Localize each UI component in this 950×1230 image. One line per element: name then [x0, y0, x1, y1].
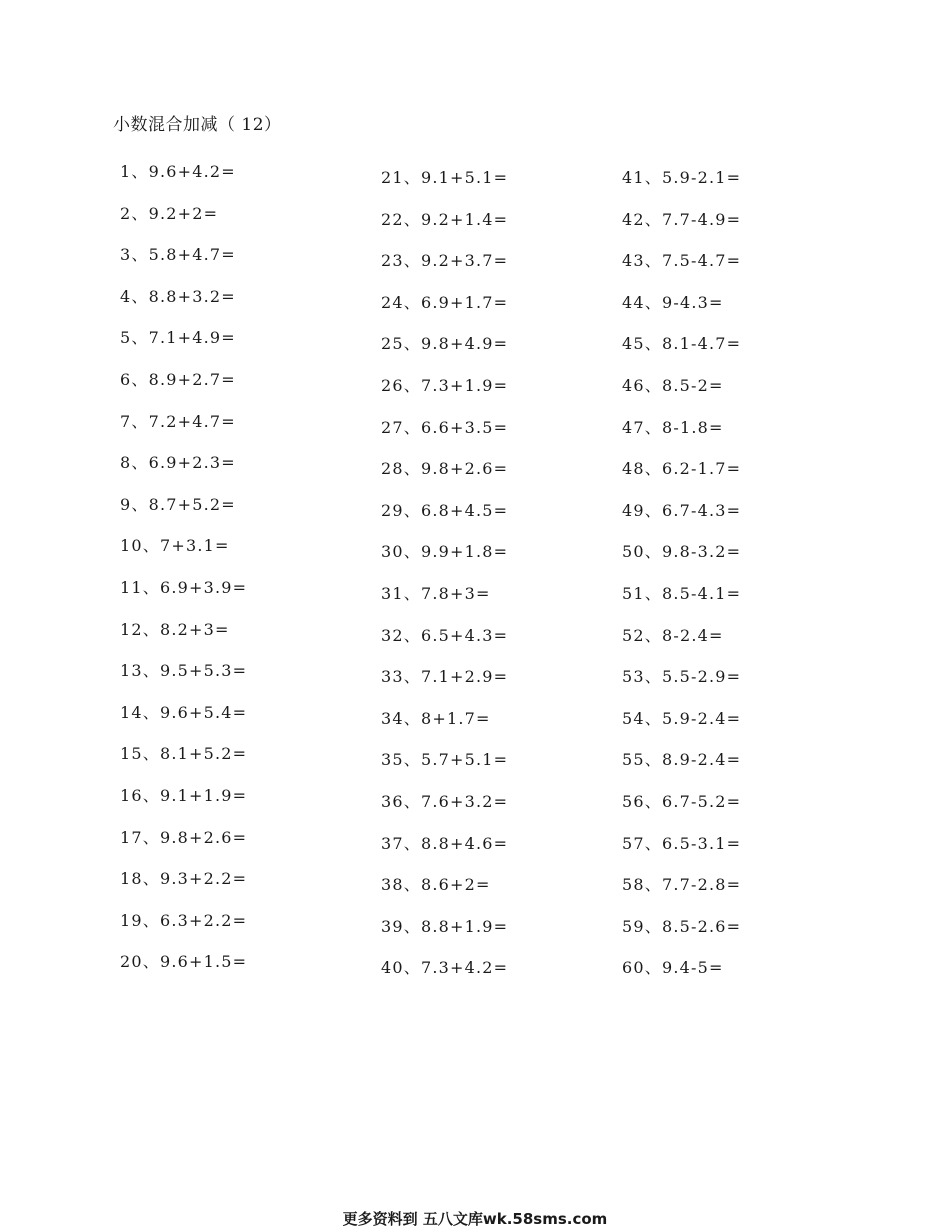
math-problem: 48、6.2-1.7= [622, 459, 742, 479]
math-problem: 40、7.3+4.2= [381, 958, 509, 978]
math-problem: 17、9.8+2.6= [120, 827, 248, 847]
math-problem: 21、9.1+5.1= [381, 168, 509, 187]
math-problem: 29、6.8+4.5= [381, 500, 509, 520]
math-problem: 13、9.5+5.3= [120, 661, 248, 681]
math-problem: 56、6.7-5.2= [622, 791, 742, 811]
math-problem: 59、8.5-2.6= [622, 916, 742, 936]
problem-column-2 [381, 167, 508, 999]
math-problem: 30、9.9+1.8= [381, 542, 509, 562]
problem-column-3 [622, 167, 741, 999]
math-problem: 50、9.8-3.2= [622, 542, 742, 562]
math-problem: 32、6.5+4.3= [381, 625, 509, 645]
math-problem: 45、8.1-4.7= [622, 334, 742, 354]
math-problem: 2、9.2+2= [120, 203, 219, 223]
math-problem: 34、8+1.7= [381, 708, 491, 728]
math-problem: 54、5.9-2.4= [622, 708, 742, 728]
math-problem: 51、8.5-4.1= [622, 583, 742, 603]
math-problem: 23、9.2+3.7= [381, 251, 509, 271]
math-problem: 47、8-1.8= [622, 417, 724, 437]
math-problem: 43、7.5-4.7= [622, 251, 742, 271]
math-problem: 49、6.7-4.3= [622, 500, 742, 520]
math-problem: 33、7.1+2.9= [381, 667, 509, 687]
math-problem: 5、7.1+4.9= [120, 328, 236, 348]
math-problem: 42、7.7-4.9= [622, 209, 742, 229]
math-problem: 41、5.9-2.1= [622, 168, 742, 187]
math-problem: 16、9.1+1.9= [120, 785, 248, 805]
math-problem: 26、7.3+1.9= [381, 375, 509, 395]
problem-column-1 [120, 161, 247, 993]
math-problem: 31、7.8+3= [381, 583, 491, 603]
math-problem: 19、6.3+2.2= [120, 910, 248, 930]
footer-watermark: 更多资料到 五八文库wk.58sms.com [342, 1210, 608, 1228]
math-problem: 24、6.9+1.7= [381, 292, 509, 312]
worksheet-title: 小数混合加减（ 12） [113, 115, 282, 135]
math-problem: 15、8.1+5.2= [120, 744, 248, 764]
math-problem: 11、6.9+3.9= [120, 577, 248, 597]
math-problem: 14、9.6+5.4= [120, 702, 248, 722]
math-problem: 12、8.2+3= [120, 619, 230, 639]
math-problem: 53、5.5-2.9= [622, 667, 742, 687]
math-problem: 46、8.5-2= [622, 375, 724, 395]
math-problem: 25、9.8+4.9= [381, 334, 509, 354]
math-problem: 39、8.8+1.9= [381, 916, 509, 936]
math-problem: 52、8-2.4= [622, 625, 724, 645]
math-problem: 27、6.6+3.5= [381, 417, 509, 437]
math-problem: 44、9-4.3= [622, 292, 724, 312]
math-problem: 58、7.7-2.8= [622, 875, 742, 895]
math-problem: 36、7.6+3.2= [381, 791, 509, 811]
math-problem: 4、8.8+3.2= [120, 286, 236, 306]
math-problem: 28、9.8+2.6= [381, 459, 509, 479]
math-problem: 38、8.6+2= [381, 875, 491, 895]
math-problem: 57、6.5-3.1= [622, 833, 742, 853]
math-problem: 1、9.6+4.2= [120, 162, 236, 181]
math-problem: 35、5.7+5.1= [381, 750, 509, 770]
math-problem: 7、7.2+4.7= [120, 411, 236, 431]
math-problem: 20、9.6+1.5= [120, 952, 248, 972]
math-problem: 6、8.9+2.7= [120, 369, 236, 389]
math-problem: 3、5.8+4.7= [120, 245, 236, 265]
math-problem: 9、8.7+5.2= [120, 494, 236, 514]
math-problem: 22、9.2+1.4= [381, 209, 509, 229]
math-problem: 10、7+3.1= [120, 536, 230, 556]
math-problem: 8、6.9+2.3= [120, 453, 236, 473]
math-problem: 18、9.3+2.2= [120, 869, 248, 889]
math-problem: 60、9.4-5= [622, 958, 724, 978]
math-problem: 37、8.8+4.6= [381, 833, 509, 853]
math-problem: 55、8.9-2.4= [622, 750, 742, 770]
